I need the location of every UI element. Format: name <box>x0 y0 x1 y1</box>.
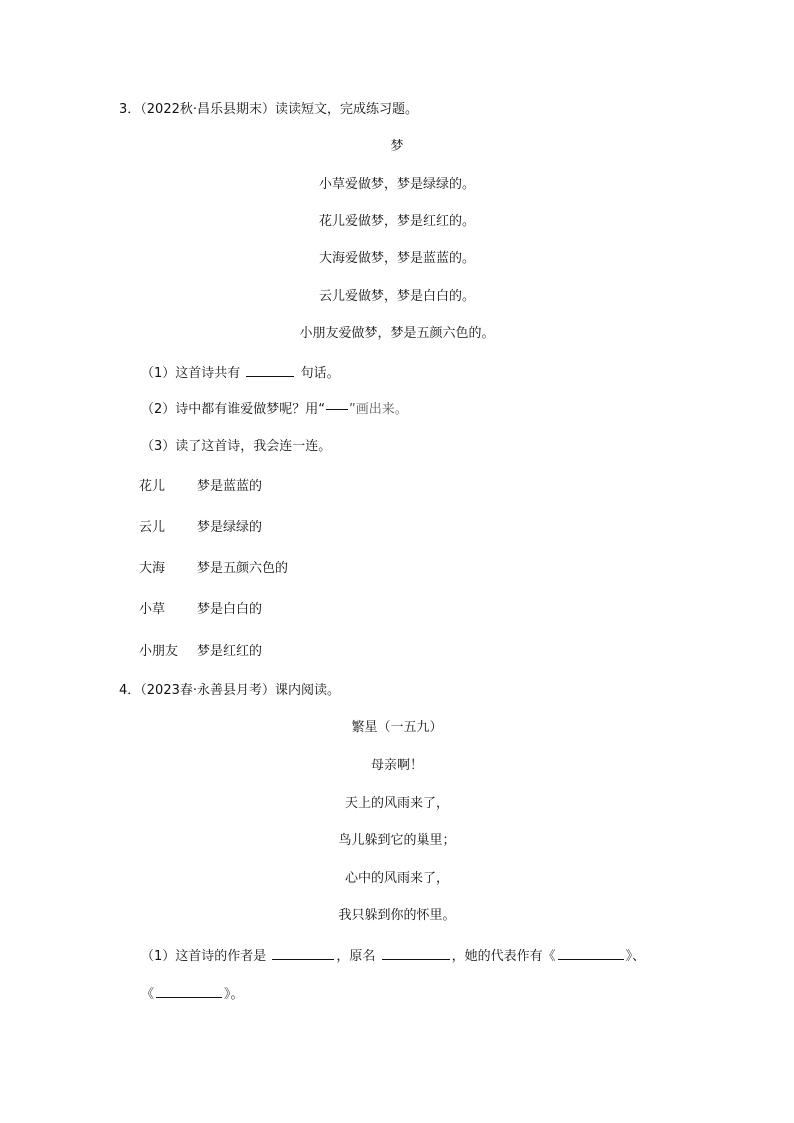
q3-poem-title: 梦 <box>390 139 404 154</box>
q4-sub1-text: ，她的代表作有《 <box>451 949 556 964</box>
q4-sub1-cont <box>141 985 244 1003</box>
q3-sub3: （3）读了这首诗，我会连一连。 <box>141 439 332 454</box>
q3-poem-line: 小朋友爱做梦，梦是五颜六色的。 <box>299 326 495 341</box>
match-row[interactable] <box>139 602 262 618</box>
match-right: 梦是五颜六色的 <box>197 561 289 576</box>
match-left: 花儿 <box>139 479 166 494</box>
q4-heading: 4．（2023春·永善县月考）课内阅读。 <box>119 683 340 698</box>
q3-sub2 <box>141 402 408 418</box>
match-left: 大海 <box>139 561 166 576</box>
q3-poem-line: 云儿爱做梦，梦是白白的。 <box>318 289 475 304</box>
match-left: 云儿 <box>139 520 166 535</box>
match-row[interactable] <box>139 520 262 536</box>
q3-sub2-prefix: （2）诗中都有谁爱做梦呢？用“ <box>141 402 326 417</box>
q4-poem-line: 鸟儿躲到它的巢里； <box>338 833 456 848</box>
q3-poem-line: 小草爱做梦，梦是绿绿的。 <box>318 177 475 192</box>
match-right: 梦是白白的 <box>197 602 263 617</box>
match-right: 梦是绿绿的 <box>197 520 263 535</box>
match-row[interactable] <box>139 644 262 660</box>
match-right: 梦是蓝蓝的 <box>197 479 263 494</box>
match-right: 梦是红红的 <box>197 644 263 659</box>
q4-sub1-text: 》、 <box>625 949 646 964</box>
q3-poem-line: 大海爱做梦，梦是蓝蓝的。 <box>318 251 475 266</box>
q4-poem-line: 我只躲到你的怀里。 <box>338 908 456 923</box>
q4-poem-line: 心中的风雨来了， <box>344 871 449 886</box>
q3-sub1-prefix: （1）这首诗共有 <box>141 366 241 381</box>
match-left: 小朋友 <box>139 644 179 659</box>
match-row[interactable] <box>139 479 262 495</box>
q3-heading: 3．（2022秋·昌乐县期末）读读短文，完成练习题。 <box>119 102 418 117</box>
q4-sub1-text: ，原名 <box>336 949 376 964</box>
q4-poem-line: 天上的风雨来了， <box>344 796 449 811</box>
q3-sub1-suffix: 句话。 <box>300 366 340 381</box>
answer-blank-work-2[interactable] <box>156 985 222 998</box>
q4-poem-line: 母亲啊！ <box>370 758 423 773</box>
q3-poem-line: 花儿爱做梦，梦是红红的。 <box>318 214 475 229</box>
match-row[interactable] <box>139 561 288 577</box>
q4-sub1 <box>141 947 645 965</box>
q3-sub1 <box>141 364 340 382</box>
q4-sub1-text: 《 <box>141 987 155 1002</box>
underline-mark <box>326 409 348 410</box>
q4-sub1-text: （1）这首诗的作者是 <box>141 949 267 964</box>
answer-blank-author[interactable] <box>272 947 334 960</box>
q4-poem-title: 繁星（一五九） <box>351 720 443 735</box>
answer-blank[interactable] <box>246 364 294 377</box>
q3-sub2-suffix: ”画出来。 <box>349 402 408 417</box>
q4-sub1-text: 》。 <box>224 987 244 1002</box>
answer-blank-work-1[interactable] <box>558 947 624 960</box>
match-left: 小草 <box>139 602 166 617</box>
answer-blank-original-name[interactable] <box>382 947 450 960</box>
